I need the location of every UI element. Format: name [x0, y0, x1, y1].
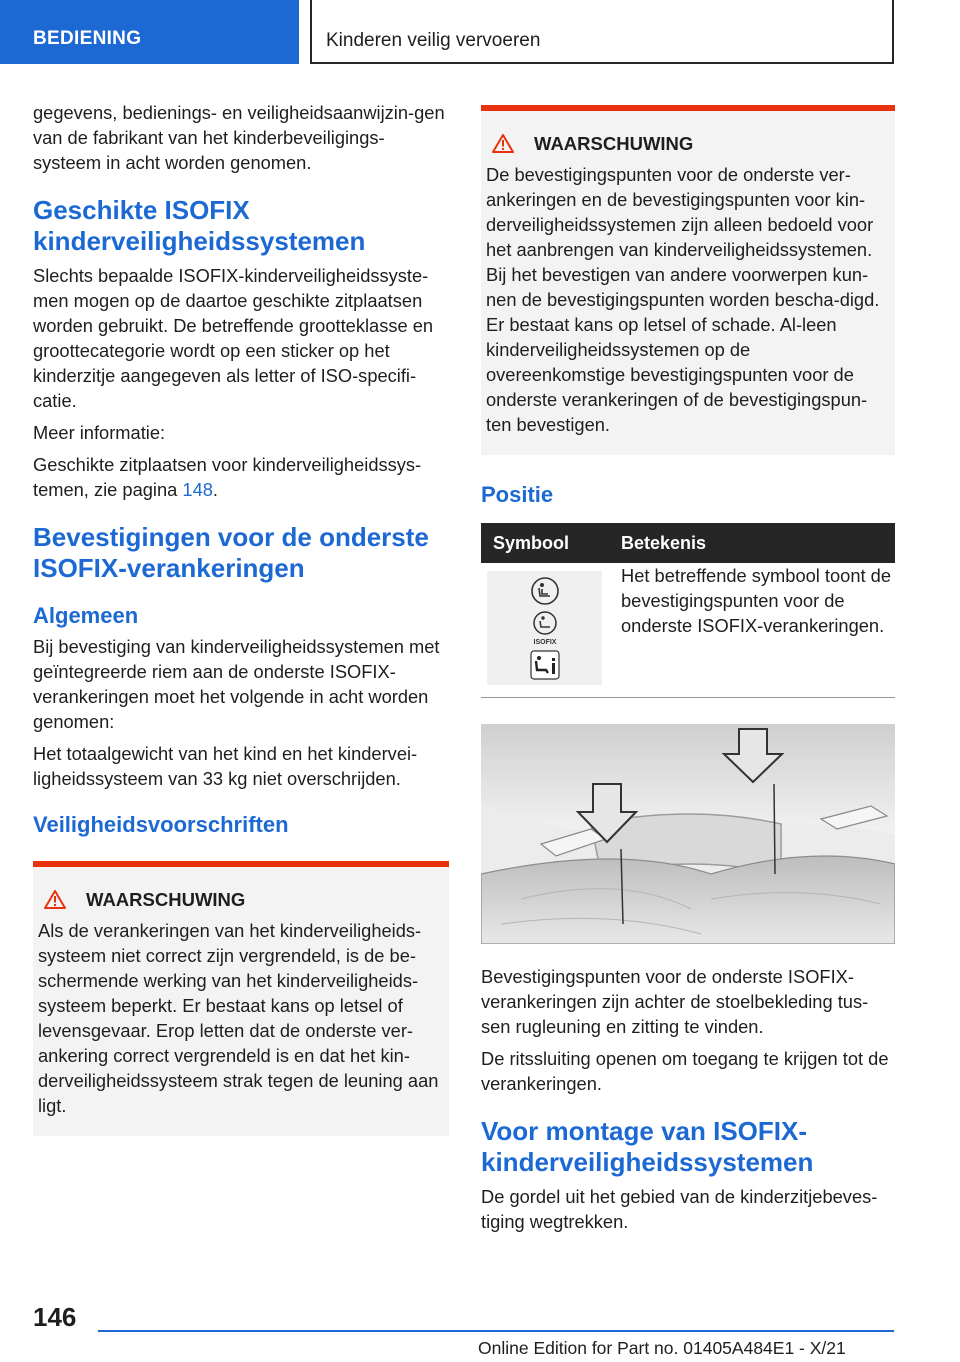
header-title: Kinderen veilig vervoeren	[326, 30, 541, 51]
isofix-seat-illustration	[481, 724, 895, 944]
warning-text-left: Als de verankeringen van het kinderveiligheids-systeem niet correct zijn vergrendeld, is de be-schermende werking van het kinderveiligheids-systeem beperkt. Er bestaat kans op letsel of levensgevaar. Erop letten dat de onderste ver-ankering correct vergrendeld is en dat het kin-derveiligheidssysteem strak tegen de leuning aan ligt.	[38, 920, 439, 1116]
warning-title-right-text: WAARSCHUWING	[534, 133, 694, 154]
footer-divider	[98, 1330, 894, 1332]
paragraph-totaalgewicht: Het totaalgewicht van het kind en het kindervei-ligheidssysteem van 33 kg niet overschrijden.	[33, 743, 418, 789]
paragraph-zie-pagina	[33, 452, 449, 502]
header-title-box	[310, 0, 894, 64]
child-seat-info-icon	[530, 650, 560, 680]
footer-edition: Online Edition for Part no. 01405A484E1 - X/21	[478, 1338, 846, 1358]
heading-veiligheidsvoorschriften: Veiligheidsvoorschriften	[33, 812, 289, 837]
symbol-table-header	[481, 523, 895, 563]
warning-title-left	[38, 887, 443, 912]
intro-paragraph: gegevens, bedienings- en veiligheidsaanwijzin-gen van de fabrikant van het kinderbeveiligings-systeem in acht worden genomen.	[33, 102, 445, 173]
left-column	[33, 100, 449, 1136]
page-link-148[interactable]: 148	[182, 479, 213, 500]
page-number: 146	[33, 1302, 77, 1332]
symbol-cell	[481, 563, 615, 698]
col-betekenis: Betekenis	[615, 523, 895, 563]
warning-triangle-icon	[492, 134, 514, 153]
table-row	[481, 563, 895, 698]
right-column	[481, 105, 895, 1241]
warning-triangle-icon	[44, 890, 66, 909]
paragraph-bij-bevestiging: Bij bevestiging van kinderveiligheidssystemen met geïntegreerde riem aan de onderste ISOFIX-verankeringen moet het volgende in acht worden genomen:	[33, 636, 440, 732]
warning-title-right	[486, 131, 889, 156]
warning-text-right: De bevestigingspunten voor de onderste ver-ankeringen en de bevestigingspunten voor kin-derveiligheidssystemen zijn alleen bedoeld voor het aanbrengen van kinderveiligheidssystemen. Bij het bevestigen van andere voorwerpen kun-nen de bevestigingspunten worden bescha-digd. Er bestaat kans op letsel of schade. Al-leen kinderveiligheidssystemen op de overeenkomstige bevestigingspunten voor de onderste verankeringen of de bevestigingspun-ten bevestigen.	[486, 164, 880, 435]
heading-bevestigingen: Bevestigingen voor de onderste ISOFIX-verankeringen	[33, 522, 429, 583]
heading-positie: Positie	[481, 482, 554, 507]
symbol-table	[481, 523, 895, 698]
isofix-label-icon	[528, 610, 562, 646]
paragraph-gordel: De gordel uit het gebied van de kinderzitjebeves-tiging wegtrekken.	[481, 1186, 878, 1232]
warning-box-right	[481, 105, 895, 455]
heading-geschikte-isofix: Geschikte ISOFIX kinderveiligheidssystemen	[33, 195, 366, 256]
header-section-label: BEDIENING	[33, 28, 142, 49]
heading-algemeen: Algemeen	[33, 603, 139, 628]
header-section-tab	[0, 0, 299, 64]
paragraph-bevestigingspunten: Bevestigingspunten voor de onderste ISOFIX-verankeringen zijn achter de stoelbekleding tus-sen rugleuning en zitting te vinden.	[481, 966, 869, 1037]
isofix-symbols	[487, 571, 602, 685]
heading-voor-montage: Voor montage van ISOFIX-kinderveiligheidssystemen	[481, 1116, 814, 1177]
col-symbool: Symbool	[481, 523, 615, 563]
paragraph-slechts: Slechts bepaalde ISOFIX-kinderveiligheidssyste-men mogen op de daartoe geschikte zitplaatsen worden gebruikt. De betreffende grootteklasse en groottecategorie wordt op een sticker op het kinderzitje aangegeven als letter of ISO-specifi-catie.	[33, 265, 434, 411]
warning-box-left	[33, 861, 449, 1136]
child-seat-circle-icon	[530, 576, 560, 606]
zie-pagina-text: Geschikte zitplaatsen voor kinderveiligheidssys-temen, zie pagina	[33, 454, 422, 500]
isofix-label-text: ISOFIX	[533, 639, 556, 646]
paragraph-meer-informatie: Meer informatie:	[33, 422, 166, 443]
meaning-cell: Het betreffende symbool toont de bevestigingspunten voor de onderste ISOFIX-verankeringen.	[615, 563, 895, 698]
paragraph-ritssluiting: De ritssluiting openen om toegang te krijgen tot de verankeringen.	[481, 1048, 889, 1094]
warning-title-left-text: WAARSCHUWING	[86, 889, 246, 910]
zie-pagina-period: .	[212, 479, 219, 500]
